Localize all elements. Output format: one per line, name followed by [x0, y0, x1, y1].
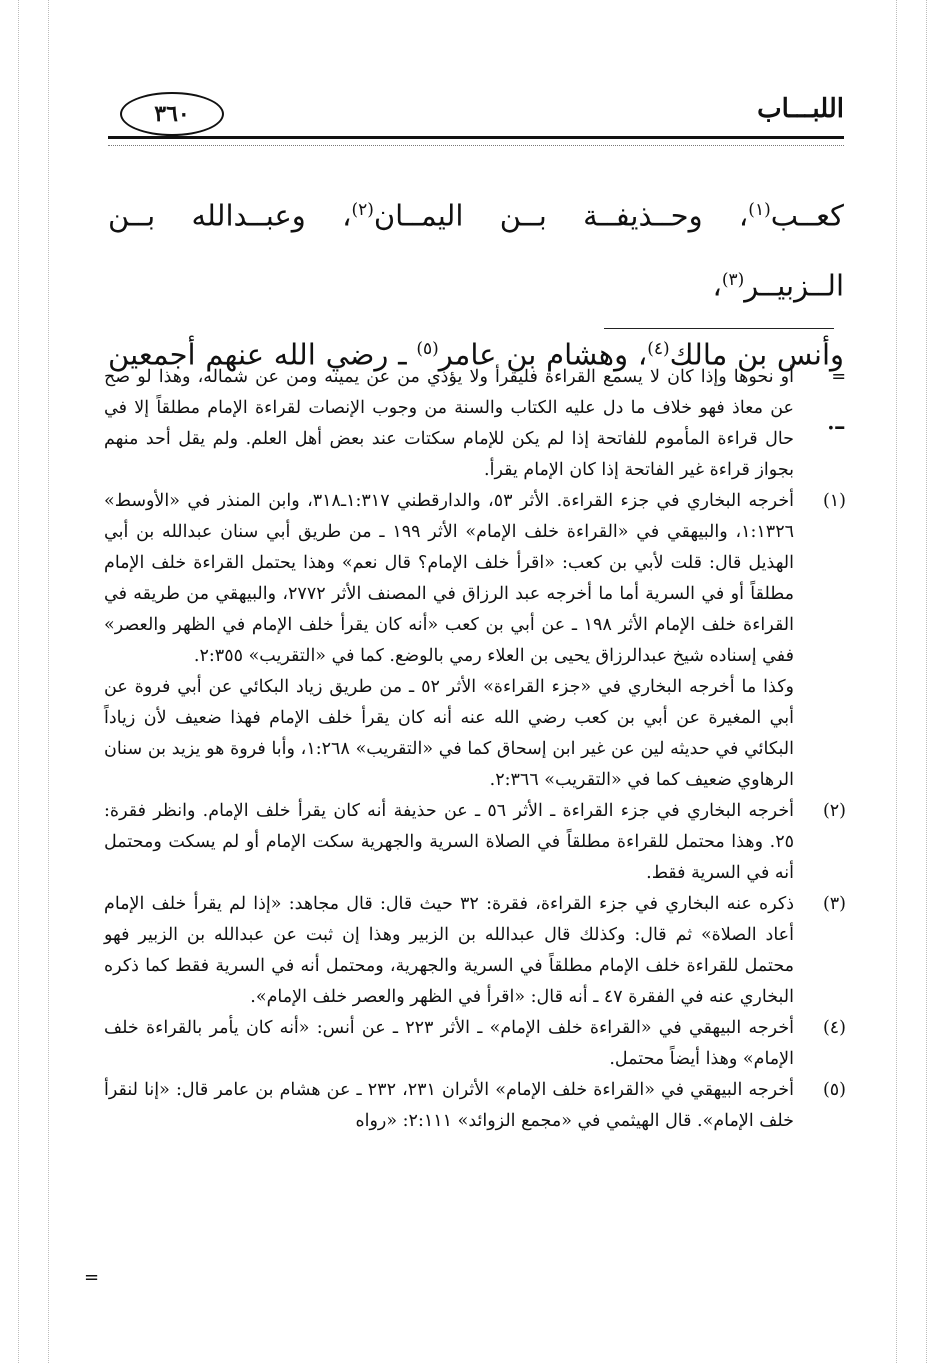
footnote-paragraph: أخرجه البخاري في جزء القراءة. الأثر ٥٣، والدارقطني ١:٣١٧ـ٣١٨، وابن المنذر في «الأوسط» ١:١٣٢٦، والبيهقي في «القراءة خلف الإمام» الأثر ١٩٩ ـ من طريق أبي سنان عبدالله بن أبي الهذيل قال: قلت لأبي بن كعب: «اقرأ خلف الإمام؟ قال نعم» وهذا يحتمل القراءة خلف الإمام مطلقاً أو في السرية أما ما أخرجه عبد الرزاق في المصنف الأثر ٢٧٧٢، والبيهقي من طريقه في القراءة خلف الإمام الأثر ١٩٨ ـ عن أبي بن كعب «أنه كان يقرأ خلف الإمام في الظهر والعصر» ففي إسناده شيخ عبدالرزاق يحيى بن العلاء رمي بالوضع. كما في «التقريب» ٢:٣٥٥. [104, 491, 795, 666]
footnote [104, 486, 846, 796]
footnote-separator [604, 328, 834, 329]
footnote-reference[interactable]: (٥) [416, 339, 439, 360]
footnote-reference[interactable]: (٤) [647, 339, 670, 360]
footnote-text [104, 796, 794, 889]
footnote-paragraph: ذكره عنه البخاري في جزء القراءة، فقرة: ٣٢ حيث قال: قال مجاهد: «إذا لم يقرأ خلف الإمام أعاد الصلاة» ثم قال: وكذلك قال عبدالله بن الزبير وهذا إن ثبت عن عبدالله بن الزبير فهو محتمل للقراءة خلف الإمام مطلقاً في السرية والجهرية، ومحتمل أنه في السرية فقط كما ذكره البخاري عنه في الفقرة ٤٧ ـ أنه قال: «اقرأ في الظهر والعصر خلف الإمام». [104, 894, 794, 1007]
main-text-segment: ، وحــذيفــة بــن اليمــان [373, 198, 749, 233]
footnote-text [104, 486, 794, 796]
book-title: اللبـــاب [757, 94, 844, 124]
footnote [104, 889, 846, 1013]
main-text-segment: ، وهشام بن عامر [438, 337, 648, 372]
footnote-text: أو نحوها وإذا كان لا يسمع القراءة فليقرأ ولا يؤذي من عن يمينه ومن عن شماله، وهذا لو صح عن معاذ فهو خلاف ما دل عليه الكتاب والسنة من وجوب الإنصات لقراءة الإمام مطلقاً إلا في حال قراءة المأموم للفاتحة إذا لم يكن للإمام سكتات عند بعض أهل العلم. ولم يقل أحد منهم بجواز قراءة غير الفاتحة إذا كان الإمام يقرأ. [104, 367, 794, 480]
margin-guide [48, 0, 49, 1363]
header-rule [108, 136, 844, 139]
footnote-number: (٤) [822, 1018, 846, 1038]
footnote [104, 796, 846, 889]
footnote-text [104, 1075, 794, 1137]
page-header [108, 92, 844, 140]
footnote-paragraph: وكذا ما أخرجه البخاري في «جزء القراءة» الأثر ٥٢ ـ من طريق زياد البكائي عن أبي فروة عن أبي المغيرة عن أبي بن كعب رضي الله عنه أنه كان يقرأ خلف الإمام فهذا ضعيف لأن زياداً البكائي في حديثه لين عن غير ابن إسحاق كما في «التقريب» ١:٢٦٨، وأبا فروة هو يزيد بن سنان الرهاوي ضعيف كما في «التقريب» ٢:٣٦٦. [104, 677, 794, 790]
footnote-text [104, 889, 794, 1013]
footnote-number: (٢) [822, 801, 846, 821]
footnote-paragraph: أخرجه البخاري في جزء القراءة ـ الأثر ٥٦ ـ عن حذيفة أنه كان يقرأ خلف الإمام. وانظر فقرة: ٢٥. وهذا محتمل للقراءة مطلقاً في الصلاة السرية والجهرية سكت الإمام أو لم يسكت ومحتمل أنه في السرية فقط. [104, 801, 794, 883]
margin-guide [896, 0, 897, 1363]
footnote-number: (١) [822, 491, 846, 511]
header-rule-dotted [108, 145, 844, 146]
footnote-list [104, 486, 846, 1137]
continuation-end-mark: = [84, 1267, 100, 1288]
margin-guide [18, 0, 19, 1363]
page-number-badge [120, 92, 224, 136]
footnote-continuation [104, 362, 846, 486]
main-text-segment: ، وعبــدالله بــن الــزبيــر [108, 198, 844, 303]
main-text-segment: ، [712, 268, 722, 303]
page-number: ٣٦٠ [154, 101, 190, 127]
footnote [104, 1075, 846, 1137]
footnote [104, 1013, 846, 1075]
margin-guide [926, 0, 927, 1363]
footnote-reference[interactable]: (٢) [351, 200, 374, 220]
footnote-number: (٥) [822, 1080, 846, 1100]
footnotes [104, 362, 846, 1137]
footnote-reference[interactable]: (١) [748, 200, 771, 220]
footnote-paragraph: أخرجه البيهقي في «القراءة خلف الإمام» الأثران ٢٣١، ٢٣٢ ـ عن هشام بن عامر قال: «إنا لنقرأ خلف الإمام». قال الهيثمي في «مجمع الزوائد» ٢:١١١: «رواه [104, 1080, 794, 1131]
footnote-number: (٣) [822, 894, 846, 914]
footnote-reference[interactable]: (٣) [721, 269, 745, 290]
main-text-line [108, 178, 844, 317]
footnote-text [104, 1013, 794, 1075]
main-text-segment: وأنس بن مالك [669, 337, 845, 372]
main-text-segment: ـ رضي الله عنهم أجمعين ـ. [108, 337, 844, 436]
main-text-segment: كعــب [770, 198, 844, 233]
footnote-paragraph: أخرجه البيهقي في «القراءة خلف الإمام» ـ الأثر ٢٢٣ ـ عن أنس: «أنه كان يأمر بالقراءة خلف الإمام» وهذا أيضاً محتمل. [104, 1018, 794, 1069]
continuation-mark: = [831, 367, 846, 387]
